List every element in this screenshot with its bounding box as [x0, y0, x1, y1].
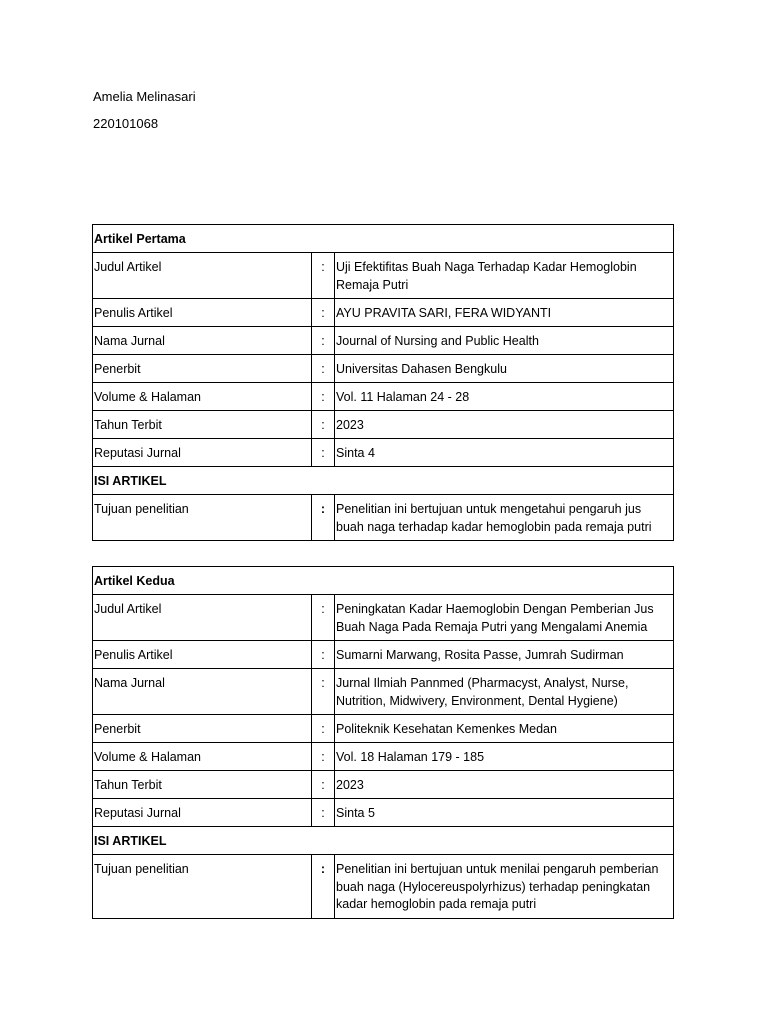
row-separator: : [312, 253, 335, 299]
row-value: AYU PRAVITA SARI, FERA WIDYANTI [335, 299, 674, 327]
row-value: Sumarni Marwang, Rosita Passe, Jumrah Sudirman [335, 641, 674, 669]
article-header-row [93, 225, 674, 253]
table-row [93, 253, 674, 299]
row-value: 2023 [335, 771, 674, 799]
row-label: Volume & Halaman [93, 383, 312, 411]
row-label: Penerbit [93, 355, 312, 383]
table-row [93, 855, 674, 919]
author-name: Amelia Melinasari [93, 89, 196, 104]
row-label: Nama Jurnal [93, 669, 312, 715]
article-table-2 [92, 566, 674, 919]
row-value: Penelitian ini bertujuan untuk mengetahui pengaruh jus buah naga terhadap kadar hemoglobin pada remaja putri [335, 495, 674, 541]
section-heading-row [93, 827, 674, 855]
article-title-row: Artikel Pertama [93, 225, 674, 253]
row-value: Universitas Dahasen Bengkulu [335, 355, 674, 383]
row-separator: : [312, 495, 335, 541]
row-value: Vol. 18 Halaman 179 - 185 [335, 743, 674, 771]
row-value: 2023 [335, 411, 674, 439]
row-label: Tahun Terbit [93, 771, 312, 799]
row-separator: : [312, 411, 335, 439]
table-row [93, 669, 674, 715]
table-row [93, 799, 674, 827]
row-separator: : [312, 799, 335, 827]
row-label: Judul Artikel [93, 595, 312, 641]
row-separator: : [312, 743, 335, 771]
table-row [93, 495, 674, 541]
section-heading: ISI ARTIKEL [93, 467, 674, 495]
row-separator: : [312, 771, 335, 799]
row-separator: : [312, 855, 335, 919]
table-row [93, 355, 674, 383]
table-row [93, 411, 674, 439]
row-separator: : [312, 669, 335, 715]
row-value: Peningkatan Kadar Haemoglobin Dengan Pemberian Jus Buah Naga Pada Remaja Putri yang Mengalami Anemia [335, 595, 674, 641]
row-value: Politeknik Kesehatan Kemenkes Medan [335, 715, 674, 743]
row-label: Reputasi Jurnal [93, 799, 312, 827]
row-separator: : [312, 641, 335, 669]
row-label: Penerbit [93, 715, 312, 743]
section-heading: ISI ARTIKEL [93, 827, 674, 855]
table-row [93, 743, 674, 771]
article-table-1 [92, 224, 674, 541]
row-label: Tujuan penelitian [93, 495, 312, 541]
row-label: Penulis Artikel [93, 641, 312, 669]
student-id: 220101068 [93, 116, 159, 131]
row-separator: : [312, 383, 335, 411]
row-separator: : [312, 715, 335, 743]
article-title-row: Artikel Kedua [93, 567, 674, 595]
table-row [93, 327, 674, 355]
row-separator: : [312, 355, 335, 383]
table-row [93, 299, 674, 327]
table-row [93, 439, 674, 467]
row-value: Uji Efektifitas Buah Naga Terhadap Kadar Hemoglobin Remaja Putri [335, 253, 674, 299]
row-label: Volume & Halaman [93, 743, 312, 771]
row-separator: : [312, 439, 335, 467]
row-label: Penulis Artikel [93, 299, 312, 327]
table-row [93, 595, 674, 641]
row-separator: : [312, 299, 335, 327]
row-separator: : [312, 595, 335, 641]
row-value: Penelitian ini bertujuan untuk menilai pengaruh pemberian buah naga (Hylocereuspolyrhizus) terhadap peningkatan kadar hemoglobin pada remaja putri [335, 855, 674, 919]
section-heading-row [93, 467, 674, 495]
table-row [93, 771, 674, 799]
row-label: Tahun Terbit [93, 411, 312, 439]
row-label: Tujuan penelitian [93, 855, 312, 919]
row-separator: : [312, 327, 335, 355]
row-value: Sinta 4 [335, 439, 674, 467]
row-label: Judul Artikel [93, 253, 312, 299]
article-header-row [93, 567, 674, 595]
row-value: Sinta 5 [335, 799, 674, 827]
row-label: Reputasi Jurnal [93, 439, 312, 467]
table-row [93, 383, 674, 411]
table-row [93, 715, 674, 743]
table-row [93, 641, 674, 669]
row-value: Vol. 11 Halaman 24 - 28 [335, 383, 674, 411]
row-value: Journal of Nursing and Public Health [335, 327, 674, 355]
row-label: Nama Jurnal [93, 327, 312, 355]
row-value: Jurnal Ilmiah Pannmed (Pharmacyst, Analyst, Nurse, Nutrition, Midwivery, Environment, Dental Hygiene) [335, 669, 674, 715]
